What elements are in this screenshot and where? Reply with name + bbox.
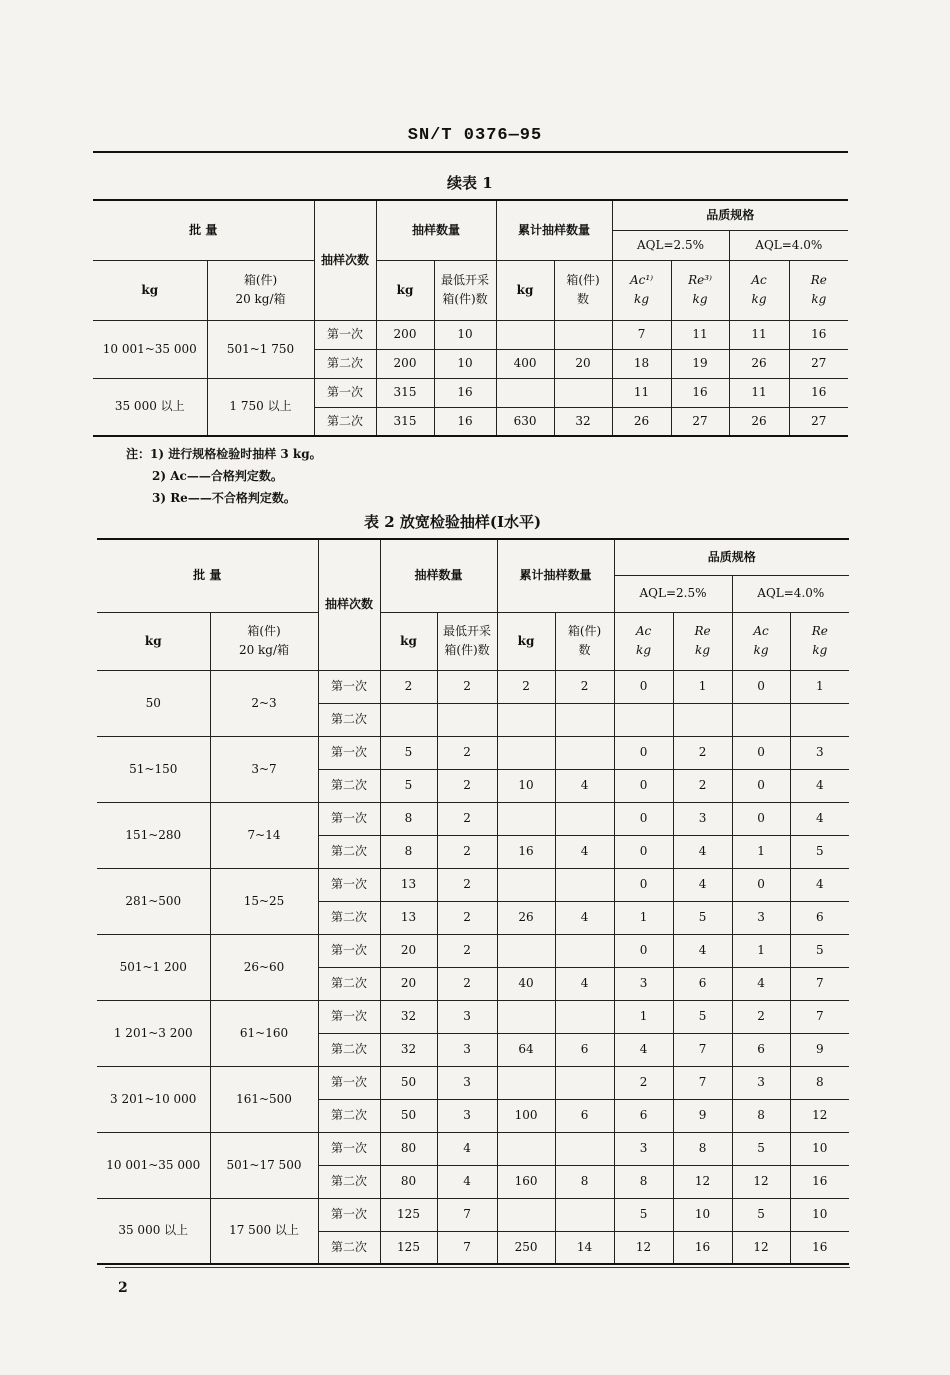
- sampling-round-cell: 第二次: [314, 349, 376, 378]
- value-cell: 80: [380, 1132, 437, 1165]
- lot-kg-header: kg: [93, 260, 207, 320]
- value-cell: 3: [437, 1033, 497, 1066]
- sampling-round-cell: 第一次: [318, 736, 380, 769]
- value-cell: [497, 934, 555, 967]
- lot-box-cell: 1 750 以上: [207, 378, 314, 436]
- value-cell: 0: [732, 868, 790, 901]
- value-cell: 8: [380, 802, 437, 835]
- footer-rule: [105, 1267, 850, 1268]
- value-cell: 4: [555, 967, 614, 1000]
- value-cell: 26: [729, 349, 789, 378]
- value-cell: 5: [732, 1198, 790, 1231]
- value-cell: 3: [673, 802, 732, 835]
- value-cell: 1: [614, 1000, 673, 1033]
- value-cell: 0: [614, 802, 673, 835]
- value-cell: 10: [790, 1198, 849, 1231]
- value-cell: 20: [380, 934, 437, 967]
- value-cell: 4: [790, 769, 849, 802]
- value-cell: 200: [376, 349, 434, 378]
- value-cell: 20: [554, 349, 612, 378]
- value-cell: 3: [614, 1132, 673, 1165]
- value-cell: 4: [437, 1165, 497, 1198]
- value-cell: 3: [437, 1000, 497, 1033]
- value-cell: [555, 1198, 614, 1231]
- lot-box-cell: 26~60: [210, 934, 318, 1000]
- value-cell: 5: [673, 1000, 732, 1033]
- table-row: [97, 1000, 849, 1033]
- table2-body: [97, 670, 849, 1264]
- value-cell: 27: [789, 407, 848, 436]
- value-cell: 8: [555, 1165, 614, 1198]
- value-cell: 2: [673, 769, 732, 802]
- sampling-round-cell: 第一次: [318, 1198, 380, 1231]
- value-cell: [497, 1132, 555, 1165]
- sampling-round-cell: 第一次: [318, 934, 380, 967]
- lot-kg-header: kg: [97, 612, 210, 670]
- value-cell: 0: [614, 835, 673, 868]
- value-cell: 4: [790, 868, 849, 901]
- sampling-round-cell: 第一次: [318, 802, 380, 835]
- value-cell: 4: [614, 1033, 673, 1066]
- value-cell: 3: [790, 736, 849, 769]
- table-row: [97, 1132, 849, 1165]
- value-cell: 7: [437, 1231, 497, 1264]
- value-cell: 5: [380, 736, 437, 769]
- value-cell: 7: [673, 1033, 732, 1066]
- aql-2-5-header: AQL=2.5%: [612, 230, 729, 260]
- value-cell: 8: [790, 1066, 849, 1099]
- value-cell: [732, 703, 790, 736]
- sampling-round-cell: 第一次: [314, 378, 376, 407]
- value-cell: 10: [790, 1132, 849, 1165]
- value-cell: 0: [732, 769, 790, 802]
- value-cell: 80: [380, 1165, 437, 1198]
- value-cell: 7: [612, 320, 671, 349]
- value-cell: 27: [671, 407, 729, 436]
- value-cell: [497, 1066, 555, 1099]
- value-cell: 2: [437, 835, 497, 868]
- value-cell: 250: [497, 1231, 555, 1264]
- value-cell: [497, 703, 555, 736]
- table-row: [97, 802, 849, 835]
- value-cell: [497, 1000, 555, 1033]
- ac-header: Ac kg: [732, 612, 790, 670]
- min-open-header: 最低开采 箱(件)数: [434, 260, 496, 320]
- value-cell: 4: [673, 934, 732, 967]
- sample-size-header: 抽样数量: [376, 200, 496, 260]
- value-cell: 400: [496, 349, 554, 378]
- box-count-header: 箱(件) 数: [554, 260, 612, 320]
- value-cell: 27: [789, 349, 848, 378]
- value-cell: 1: [732, 934, 790, 967]
- value-cell: 315: [376, 378, 434, 407]
- sampling-count-header: 抽样次数: [318, 539, 380, 670]
- sampling-round-cell: 第一次: [314, 320, 376, 349]
- table2-caption: 表 2 放宽检验抽样(Ⅰ水平): [364, 513, 542, 531]
- lot-header: 批 量: [93, 200, 314, 260]
- value-cell: 32: [380, 1033, 437, 1066]
- value-cell: 26: [612, 407, 671, 436]
- value-cell: 6: [673, 967, 732, 1000]
- value-cell: 2: [732, 1000, 790, 1033]
- value-cell: 2: [437, 934, 497, 967]
- value-cell: [555, 1066, 614, 1099]
- value-cell: 6: [555, 1033, 614, 1066]
- value-cell: 2: [437, 736, 497, 769]
- value-cell: 32: [554, 407, 612, 436]
- sampling-round-cell: 第一次: [318, 670, 380, 703]
- value-cell: 12: [614, 1231, 673, 1264]
- lot-kg-cell: 151~280: [97, 802, 210, 868]
- value-cell: 2: [437, 868, 497, 901]
- value-cell: 1: [614, 901, 673, 934]
- value-cell: 4: [555, 769, 614, 802]
- lot-box-cell: 3~7: [210, 736, 318, 802]
- value-cell: 3: [437, 1066, 497, 1099]
- re-header: Re kg: [789, 260, 848, 320]
- value-cell: 2: [437, 769, 497, 802]
- value-cell: 0: [614, 670, 673, 703]
- lot-box-cell: 2~3: [210, 670, 318, 736]
- sampling-round-cell: 第二次: [318, 967, 380, 1000]
- value-cell: [555, 868, 614, 901]
- value-cell: 7: [790, 967, 849, 1000]
- value-cell: 0: [614, 868, 673, 901]
- lot-box-header: 箱(件) 20 kg/箱: [207, 260, 314, 320]
- table-row: [97, 670, 849, 703]
- value-cell: 6: [614, 1099, 673, 1132]
- lot-box-cell: 7~14: [210, 802, 318, 868]
- value-cell: 10: [434, 349, 496, 378]
- value-cell: 12: [732, 1165, 790, 1198]
- value-cell: [614, 703, 673, 736]
- value-cell: 20: [380, 967, 437, 1000]
- value-cell: 8: [380, 835, 437, 868]
- value-cell: 16: [434, 378, 496, 407]
- ac-header: Ac¹⁾ kg: [612, 260, 671, 320]
- value-cell: 26: [497, 901, 555, 934]
- value-cell: 100: [497, 1099, 555, 1132]
- value-cell: 0: [732, 670, 790, 703]
- value-cell: 11: [729, 378, 789, 407]
- value-cell: [497, 802, 555, 835]
- page-number: 2: [118, 1280, 128, 1296]
- value-cell: 11: [671, 320, 729, 349]
- value-cell: [790, 703, 849, 736]
- value-cell: 12: [673, 1165, 732, 1198]
- value-cell: 4: [732, 967, 790, 1000]
- value-cell: 3: [437, 1099, 497, 1132]
- value-cell: 4: [673, 868, 732, 901]
- table-row: [97, 934, 849, 967]
- aql-2-5-header: AQL=2.5%: [614, 575, 732, 612]
- value-cell: [497, 1198, 555, 1231]
- sampling-round-cell: 第二次: [318, 1099, 380, 1132]
- value-cell: 1: [673, 670, 732, 703]
- note: 注：1) 进行规格检验时抽样 3 kg。: [126, 447, 322, 461]
- value-cell: 19: [671, 349, 729, 378]
- table-row: [97, 1198, 849, 1231]
- value-cell: 1: [790, 670, 849, 703]
- re-header: Re³⁾ kg: [671, 260, 729, 320]
- aql-4-0-header: AQL=4.0%: [732, 575, 849, 612]
- value-cell: 2: [555, 670, 614, 703]
- value-cell: 10: [434, 320, 496, 349]
- value-cell: 7: [673, 1066, 732, 1099]
- value-cell: 16: [789, 378, 848, 407]
- sampling-round-cell: 第一次: [318, 868, 380, 901]
- value-cell: 16: [790, 1165, 849, 1198]
- value-cell: 6: [790, 901, 849, 934]
- value-cell: 0: [614, 934, 673, 967]
- value-cell: 4: [673, 835, 732, 868]
- value-cell: 5: [380, 769, 437, 802]
- lot-kg-cell: 10 001~35 000: [93, 320, 207, 378]
- value-cell: 16: [497, 835, 555, 868]
- value-cell: 2: [437, 802, 497, 835]
- sampling-round-cell: 第二次: [314, 407, 376, 436]
- value-cell: 3: [732, 901, 790, 934]
- value-cell: 0: [732, 736, 790, 769]
- value-cell: [380, 703, 437, 736]
- value-cell: 630: [496, 407, 554, 436]
- note: 2) Ac——合格判定数。: [152, 469, 283, 483]
- table-row: [97, 736, 849, 769]
- value-cell: 9: [673, 1099, 732, 1132]
- value-cell: 0: [614, 736, 673, 769]
- value-cell: [497, 736, 555, 769]
- value-cell: 315: [376, 407, 434, 436]
- value-cell: 2: [614, 1066, 673, 1099]
- lot-kg-cell: 51~150: [97, 736, 210, 802]
- sampling-round-cell: 第二次: [318, 1231, 380, 1264]
- lot-kg-cell: 35 000 以上: [97, 1198, 210, 1264]
- value-cell: 16: [673, 1231, 732, 1264]
- value-cell: 13: [380, 868, 437, 901]
- lot-kg-cell: 3 201~10 000: [97, 1066, 210, 1132]
- lot-kg-cell: 35 000 以上: [93, 378, 207, 436]
- value-cell: [555, 1000, 614, 1033]
- sampling-round-cell: 第二次: [318, 835, 380, 868]
- value-cell: [555, 736, 614, 769]
- value-cell: 16: [789, 320, 848, 349]
- table1: [93, 199, 848, 437]
- cumulative-kg-header: kg: [496, 260, 554, 320]
- value-cell: 5: [790, 934, 849, 967]
- value-cell: 8: [732, 1099, 790, 1132]
- value-cell: [497, 868, 555, 901]
- sample-kg-header: kg: [380, 612, 437, 670]
- sampling-round-cell: 第二次: [318, 769, 380, 802]
- lot-box-header: 箱(件) 20 kg/箱: [210, 612, 318, 670]
- value-cell: 40: [497, 967, 555, 1000]
- sampling-count-header: 抽样次数: [314, 200, 376, 320]
- ac-header: Ac kg: [729, 260, 789, 320]
- lot-kg-cell: 50: [97, 670, 210, 736]
- value-cell: 5: [790, 835, 849, 868]
- min-open-header: 最低开采 箱(件)数: [437, 612, 497, 670]
- value-cell: 10: [497, 769, 555, 802]
- value-cell: 4: [555, 901, 614, 934]
- value-cell: [555, 703, 614, 736]
- table-row: [93, 320, 848, 349]
- value-cell: [496, 378, 554, 407]
- value-cell: 12: [732, 1231, 790, 1264]
- value-cell: 4: [790, 802, 849, 835]
- value-cell: [555, 934, 614, 967]
- lot-header: 批 量: [97, 539, 318, 612]
- ac-header: Ac kg: [614, 612, 673, 670]
- value-cell: [496, 320, 554, 349]
- sample-size-header: 抽样数量: [380, 539, 497, 612]
- re-header: Re kg: [790, 612, 849, 670]
- sampling-round-cell: 第二次: [318, 901, 380, 934]
- table1-notes: [126, 443, 322, 509]
- header-rule: [93, 151, 848, 153]
- value-cell: 13: [380, 901, 437, 934]
- lot-kg-cell: 501~1 200: [97, 934, 210, 1000]
- value-cell: 1: [732, 835, 790, 868]
- value-cell: 64: [497, 1033, 555, 1066]
- value-cell: [555, 1132, 614, 1165]
- note: 3) Re——不合格判定数。: [152, 491, 296, 505]
- value-cell: 2: [673, 736, 732, 769]
- lot-box-cell: 15~25: [210, 868, 318, 934]
- sampling-round-cell: 第二次: [318, 1033, 380, 1066]
- value-cell: 2: [437, 967, 497, 1000]
- value-cell: 125: [380, 1198, 437, 1231]
- value-cell: 6: [555, 1099, 614, 1132]
- value-cell: 5: [614, 1198, 673, 1231]
- value-cell: [437, 703, 497, 736]
- value-cell: [673, 703, 732, 736]
- value-cell: 5: [673, 901, 732, 934]
- value-cell: [555, 802, 614, 835]
- box-count-header: 箱(件) 数: [555, 612, 614, 670]
- lot-box-cell: 61~160: [210, 1000, 318, 1066]
- value-cell: 16: [671, 378, 729, 407]
- sampling-round-cell: 第一次: [318, 1000, 380, 1033]
- value-cell: 32: [380, 1000, 437, 1033]
- value-cell: 11: [729, 320, 789, 349]
- re-header: Re kg: [673, 612, 732, 670]
- sampling-round-cell: 第二次: [318, 703, 380, 736]
- value-cell: 0: [732, 802, 790, 835]
- value-cell: 200: [376, 320, 434, 349]
- table-row: [93, 378, 848, 407]
- value-cell: 14: [555, 1231, 614, 1264]
- sampling-round-cell: 第一次: [318, 1066, 380, 1099]
- aql-4-0-header: AQL=4.0%: [729, 230, 848, 260]
- lot-box-cell: 161~500: [210, 1066, 318, 1132]
- value-cell: 0: [614, 769, 673, 802]
- value-cell: 3: [732, 1066, 790, 1099]
- lot-kg-cell: 281~500: [97, 868, 210, 934]
- value-cell: 12: [790, 1099, 849, 1132]
- cumulative-kg-header: kg: [497, 612, 555, 670]
- value-cell: 4: [437, 1132, 497, 1165]
- value-cell: 26: [729, 407, 789, 436]
- value-cell: [554, 320, 612, 349]
- table-row: [97, 1066, 849, 1099]
- value-cell: 7: [790, 1000, 849, 1033]
- value-cell: 160: [497, 1165, 555, 1198]
- value-cell: 8: [614, 1165, 673, 1198]
- value-cell: 8: [673, 1132, 732, 1165]
- value-cell: 7: [437, 1198, 497, 1231]
- lot-kg-cell: 10 001~35 000: [97, 1132, 210, 1198]
- value-cell: 9: [790, 1033, 849, 1066]
- value-cell: 2: [437, 670, 497, 703]
- sampling-round-cell: 第二次: [318, 1165, 380, 1198]
- table1-body: [93, 320, 848, 436]
- lot-kg-cell: 1 201~3 200: [97, 1000, 210, 1066]
- value-cell: 10: [673, 1198, 732, 1231]
- value-cell: 11: [612, 378, 671, 407]
- value-cell: 50: [380, 1066, 437, 1099]
- table1-caption: 续表 1: [447, 174, 493, 192]
- value-cell: 2: [380, 670, 437, 703]
- value-cell: 6: [732, 1033, 790, 1066]
- value-cell: [554, 378, 612, 407]
- value-cell: 3: [614, 967, 673, 1000]
- table-row: [97, 868, 849, 901]
- value-cell: 2: [437, 901, 497, 934]
- value-cell: 50: [380, 1099, 437, 1132]
- quality-header: 品质规格: [614, 539, 849, 575]
- table2: [97, 538, 849, 1265]
- quality-header: 品质规格: [612, 200, 848, 230]
- lot-box-cell: 501~17 500: [210, 1132, 318, 1198]
- value-cell: 125: [380, 1231, 437, 1264]
- value-cell: 5: [732, 1132, 790, 1165]
- value-cell: 18: [612, 349, 671, 378]
- sampling-round-cell: 第一次: [318, 1132, 380, 1165]
- page-header: SN/T 0376—95: [407, 126, 543, 145]
- value-cell: 4: [555, 835, 614, 868]
- cumulative-header: 累计抽样数量: [497, 539, 614, 612]
- lot-box-cell: 501~1 750: [207, 320, 314, 378]
- value-cell: 2: [497, 670, 555, 703]
- sample-kg-header: kg: [376, 260, 434, 320]
- value-cell: 16: [434, 407, 496, 436]
- lot-box-cell: 17 500 以上: [210, 1198, 318, 1264]
- value-cell: 16: [790, 1231, 849, 1264]
- cumulative-header: 累计抽样数量: [496, 200, 612, 260]
